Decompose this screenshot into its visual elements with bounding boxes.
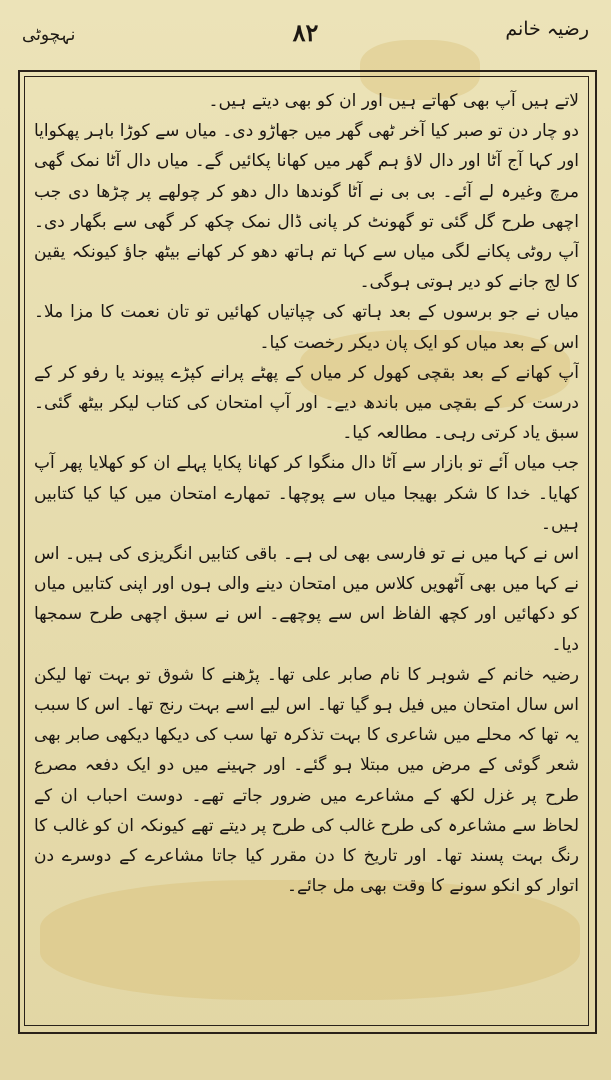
paragraph: میاں نے جو برسوں کے بعد ہاتھ کی چپاتیاں کھائیں تو تان نعمت کا مزا ملا۔ اس کے بعد میاں کو ایک پان دیکر رخصت کیا۔: [34, 302, 579, 353]
running-head: نہچوٹی: [22, 25, 76, 45]
page-number: ۸۲: [292, 18, 319, 47]
paragraph: جب میاں آئے تو بازار سے آٹا دال منگوا کر کھانا پکایا پہلے ان کو کھلایا پھر آپ کھایا۔ خدا کا شکر بھیجا میاں سے پوچھا۔ تمھارے امتحان میں کیا کیا کتابیں ہیں۔: [34, 453, 579, 534]
page-header: [22, 18, 589, 56]
paragraph: آپ کھانے کے بعد بقچی کھول کر میاں کے پھٹے پرانے کپڑے پیوند یا رفو کر کے درست کر کے بقچی میں باندھ دیے۔ اور آپ امتحان کی کتاب لیکر بیٹھ گئی۔ سبق یاد کرتی رہی۔ مطالعہ کیا۔: [34, 362, 579, 444]
paragraph: لاتے ہیں آپ بھی کھاتے ہیں اور ان کو بھی دیتے ہیں۔: [208, 91, 579, 111]
paragraph: رضیہ خانم کے شوہر کا نام صابر علی تھا۔ پڑھنے کا شوق تو بہت تھا لیکن اس سال امتحان میں فیل ہو گیا تھا۔ اس لیے اسے بہت رنج تھا۔ اس کا سبب یہ تھا کہ محلے میں شاعری کا بہت تذکرہ تھا سب کی دیکھا دیکھی صابر بھی شعر گوئی کے مرض میں مبتلا ہو گئے۔ اور جہینے میں دو ایک دفعہ مصرع طرح پر غزل لکھ کے مشاعرے میں ضرور جاتے تھے۔ دوست احباب ان کے لحاظ سے مشاعرہ کی طرح غالب کی طرح پر دیتے تھے کیونکہ ان کو غالب کا رنگ بہت پسند تھا۔ اور تاریخ کا دن مقرر کیا جاتا مشاعرے کے دوسرے دن اتوار کو انکو سونے کا وقت بھی مل جائے۔: [34, 664, 579, 897]
paragraph: اس نے کہا میں نے تو فارسی بھی لی ہے۔ باقی کتابیں انگریزی کی ہیں۔ اس نے کہا میں بھی آٹھویں کلاس میں امتحان دینے والی ہوں اور اپنی کتابیں میاں کو دکھائیں اور کچھ الفاظ اس سے پوچھے۔ اس نے سبق اچھی طرح سمجھا دیا۔: [34, 544, 579, 655]
book-title: رضیہ خانم: [505, 18, 589, 40]
paragraph: دو چار دن تو صبر کیا آخر ٹھی گھر میں جھاڑو دی۔ میاں سے کوڑا باہر پھکوایا اور کہا آج آٹا اور دال لاؤ ہم گھر میں کھانا پکائیں گے۔ میاں دال آٹا نمک گھی مرچ وغیرہ لے آئے۔ بی بی نے آٹا گوندھا دال دھو کر چولھے پر چڑھا دی جب اچھی طرح گل گئی تو گھونٹ کر پانی ڈال نمک چکھ کر گھی سے بگھار دی۔ آپ روٹی پکانے لگی میاں سے کہا تم ہاتھ دھو کر کھانے بیٹھ جاؤ کیونکہ یقین کا لج جانے کو دیر ہوتی ہوگی۔: [34, 121, 579, 293]
body-text: [34, 86, 579, 1016]
